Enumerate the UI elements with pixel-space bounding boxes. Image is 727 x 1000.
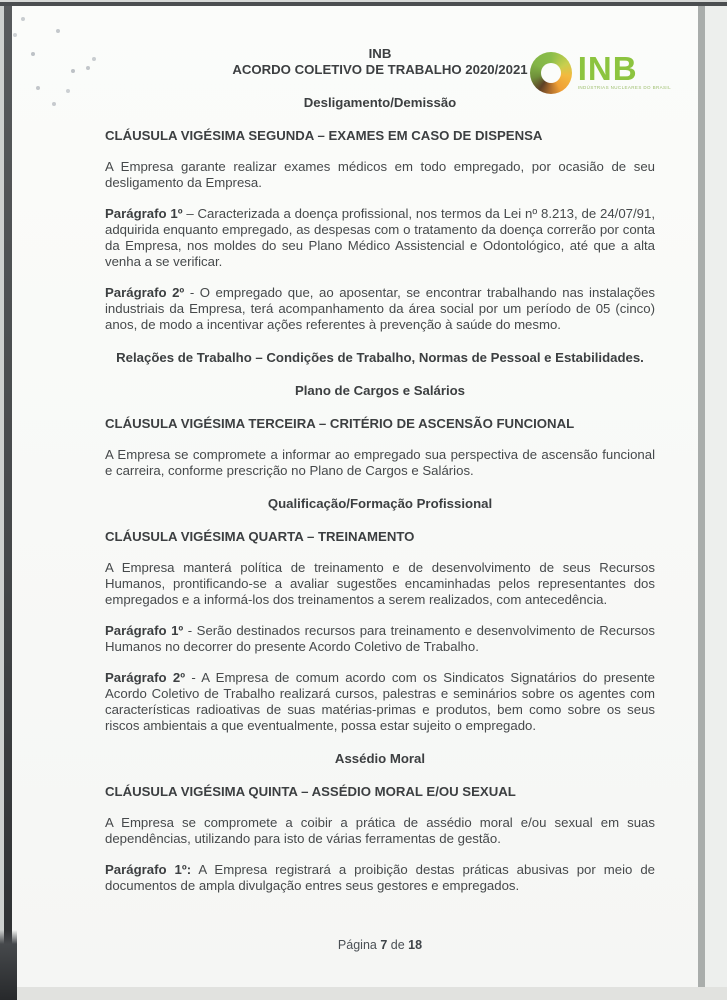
footer-of-label: de: [390, 938, 405, 952]
paragraph-text: – Caracterizada a doença profissional, nos termos da Lei nº 8.213, de 24/07/91, adquirida enquanto empregado, as despesas com o tratamento da doença correrão por conta da Empresa, nos moldes do seu Plano Médico Assistencial e Odontológico, até que a alta venha a se verificar.: [105, 206, 655, 269]
paragraph-label: Parágrafo 1º:: [105, 862, 192, 877]
scan-corner-bottom-left: [0, 930, 17, 1000]
clause-heading: CLÁUSULA VIGÉSIMA QUINTA – ASSÉDIO MORAL E/OU SEXUAL: [105, 784, 516, 799]
paragraph-text: - Serão destinados recursos para treinamento e desenvolvimento de Recursos Humanos no decorrer do presente Acordo Coletivo de Trabalho.: [105, 623, 655, 654]
paragraph: [105, 670, 655, 734]
inb-logo-text: INB: [577, 50, 638, 87]
paragraph: [105, 206, 655, 270]
page-footer: [105, 938, 655, 952]
clause-heading: CLÁUSULA VIGÉSIMA TERCEIRA – CRITÉRIO DE ASCENSÃO FUNCIONAL: [105, 416, 575, 431]
scan-edge-left: [4, 0, 12, 1000]
paragraph-label: Parágrafo 1º: [105, 206, 183, 221]
paragraph: A Empresa se compromete a informar ao empregado sua perspectiva de ascensão funcional e carreira, conforme prescrição no Plano de Cargos e Salários.: [105, 447, 655, 478]
paragraph: A Empresa se compromete a coibir a prática de assédio moral e/ou sexual em suas dependências, utilizando para isto de várias ferramentas de gestão.: [105, 815, 655, 846]
paragraph-text: - A Empresa de comum acordo com os Sindicatos Signatários do presente Acordo Coletivo de Trabalho realizará cursos, palestras e seminários sobre os agentes com características radioativas de suas matérias-primas e produtos, bem como sobre os seus riscos ambientais a que eventualmente, possa estar sujeito o empregado.: [105, 670, 655, 733]
paragraph-text: A Empresa registrará a proibição destas práticas abusivas por meio de documentos de ampla divulgação entres seus gestores e empregados.: [105, 862, 655, 893]
header-company: INB: [368, 46, 392, 61]
clause-heading: CLÁUSULA VIGÉSIMA QUARTA – TREINAMENTO: [105, 529, 415, 544]
scan-edge-bottom: [12, 987, 727, 1000]
inb-logo-tagline: INDÚSTRIAS NUCLEARES DO BRASIL: [577, 85, 671, 90]
document-body: [105, 95, 655, 894]
center-heading: Assédio Moral: [334, 751, 426, 766]
header-title: ACORDO COLETIVO DE TRABALHO 2020/2021: [232, 62, 528, 77]
center-heading: Relações de Trabalho – Condições de Trabalho, Normas de Pessoal e Estabilidades.: [116, 350, 644, 365]
paragraph: [105, 862, 655, 894]
scan-edge-right: [698, 6, 705, 990]
center-heading: Desligamento/Demissão: [303, 95, 457, 110]
paragraph-text: - O empregado que, ao aposentar, se encontrar trabalhando nas instalações industriais da Empresa, terá acompanhamento da área social por um período de 05 (cinco) anos, de modo a incentivar ações referentes à prevenção à saúde do mesmo.: [105, 285, 656, 332]
center-heading: Plano de Cargos e Salários: [294, 383, 466, 398]
footer-total-pages: 18: [408, 938, 423, 952]
paragraph: [105, 623, 655, 655]
footer-page-number: 7: [380, 938, 388, 952]
scan-edge-top: [0, 2, 727, 6]
paragraph: A Empresa garante realizar exames médicos em todo empregado, por ocasião de seu desligamento da Empresa.: [105, 159, 655, 190]
paragraph-label: Parágrafo 2º: [105, 285, 185, 300]
clause-heading: CLÁUSULA VIGÉSIMA SEGUNDA – EXAMES EM CASO DE DISPENSA: [105, 128, 543, 143]
scan-edge-right-outer: [705, 6, 727, 1000]
footer-page-label: Página: [337, 938, 377, 952]
document: [105, 0, 655, 909]
paragraph-label: Parágrafo 1º: [105, 623, 184, 638]
center-heading: Qualificação/Formação Profissional: [267, 496, 493, 511]
paragraph: A Empresa manterá política de treinamento e de desenvolvimento de seus Recursos Humanos, prontificando-se a avaliar sugestões encaminhadas pelos representantes dos empregados e a informá-los dos treinamentos a serem realizados, com antecedência.: [105, 560, 655, 607]
paragraph-label: Parágrafo 2º: [105, 670, 186, 685]
paragraph: [105, 285, 655, 333]
